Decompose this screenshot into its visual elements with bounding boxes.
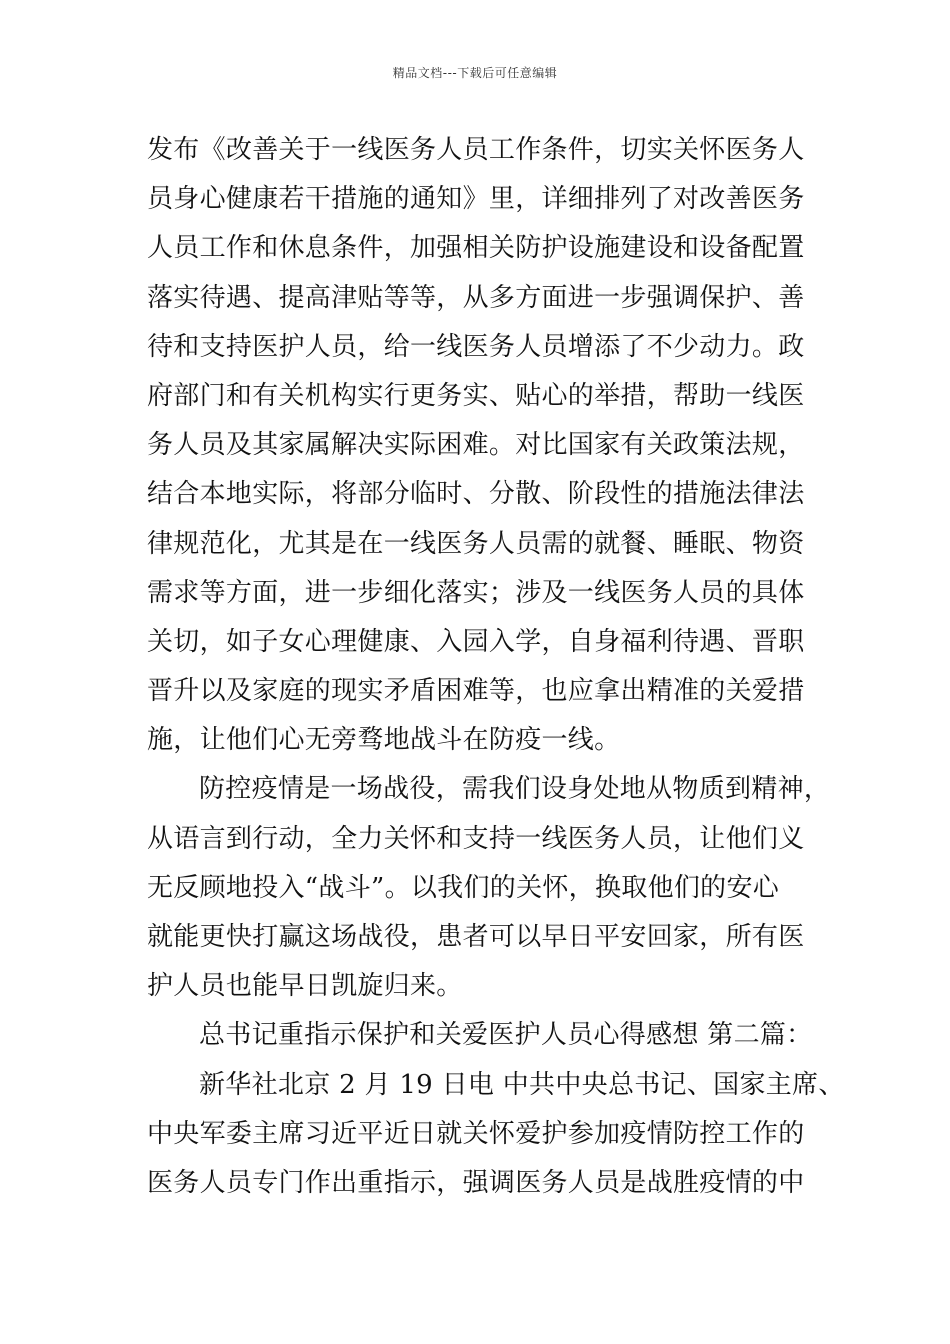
body-line: 医务人员专门作出重指示，强调医务人员是战胜疫情的中 [147, 1167, 805, 1198]
body-line: 施，让他们心无旁骛地战斗在防疫一线。 [147, 725, 621, 756]
body-line: 需求等方面，进一步细化落实；涉及一线医务人员的具体 [147, 577, 805, 608]
page-header: 精品文档---下载后可任意编辑 [392, 66, 558, 80]
body-line: 人员工作和休息条件，加强相关防护设施建设和设备配置 [147, 233, 805, 264]
body-line: 中央军委主席习近平近日就关怀爱护参加疫情防控工作的 [147, 1118, 805, 1149]
body-line: 护人员也能早日凯旋归来。 [147, 971, 463, 1002]
body-line: 结合本地实际，将部分临时、分散、阶段性的措施法律法 [147, 479, 805, 510]
body-line: 务人员及其家属解决实际困难。对比国家有关政策法规， [147, 430, 805, 461]
body-line: 从语言到行动，全力关怀和支持一线医务人员，让他们义 [147, 823, 805, 854]
body-line: 关切，如子女心理健康、入园入学，自身福利待遇、晋职 [147, 626, 805, 657]
body-line: 晋升以及家庭的现实矛盾困难等，也应拿出精准的关爱措 [147, 676, 805, 707]
body-line: 落实待遇、提高津贴等等，从多方面进一步强调保护、善 [147, 282, 805, 313]
body-line: 无反顾地投入“战斗”。以我们的关怀，换取他们的安心 [147, 872, 780, 903]
body-line: 发布《改善关于一线医务人员工作条件，切实关怀医务人 [147, 135, 805, 165]
body-line: 员身心健康若干措施的通知》里，详细排列了对改善医务 [147, 184, 805, 215]
document-body [147, 126, 845, 1208]
body-line: 待和支持医护人员，给一线医务人员增添了不少动力。政 [147, 331, 805, 362]
paragraph-start-line: 新华社北京 2 月 19 日电 中共中央总书记、国家主席、 [199, 1069, 845, 1100]
body-line: 府部门和有关机构实行更务实、贴心的举措，帮助一线医 [147, 380, 805, 411]
body-line: 就能更快打赢这场战役，患者可以早日平安回家，所有医 [147, 922, 805, 952]
body-line: 律规范化，尤其是在一线医务人员需的就餐、睡眠、物资 [147, 528, 805, 559]
section-heading: 总书记重指示保护和关爱医护人员心得感想 第二篇： [199, 1020, 813, 1051]
paragraph-start-line: 防控疫情是一场战役，需我们设身处地从物质到精神， [199, 774, 831, 805]
